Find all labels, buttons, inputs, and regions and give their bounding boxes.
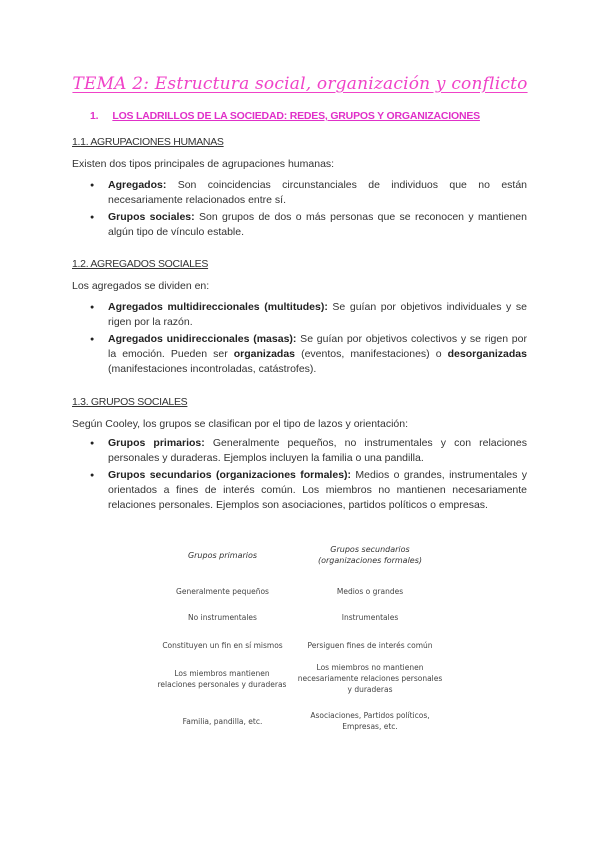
subsection-intro-1-2: Los agregados se dividen en: (72, 280, 210, 292)
document-title: TEMA 2: Estructura social, organización y conflicto (72, 74, 528, 94)
bullet-list-1-3 (90, 436, 527, 515)
bullet-list-1-1 (90, 178, 527, 242)
list-item: ● Grupos sociales: Son grupos de dos o más personas que se reconocen y mantienen algún tipo de vínculo estable. (90, 210, 527, 240)
comparison-left-cell: Familia, pandilla, etc. (182, 717, 263, 726)
subsection-intro-1-1: Existen dos tipos principales de agrupaciones humanas: (72, 158, 335, 170)
comparison-left-cell: Constituyen un fin en sí mismos (162, 641, 283, 650)
section-heading (90, 110, 480, 122)
list-item: ● Agregados unidireccionales (masas): Se guían por objetivos colectivos y se rigen por la emoción. Pueden ser organizadas (eventos, manifestaciones) o desorganizadas (manifestaciones incontroladas, catástrofes). (90, 332, 527, 377)
comparison-left-cell: Los miembros mantienen relaciones personales y duraderas (157, 669, 287, 689)
list-item: ● Grupos primarios: Generalmente pequeños, no instrumentales y con relaciones personales y duraderas. Ejemplos incluyen la familia o una pandilla. (90, 436, 527, 466)
subsection-heading-1-3: 1.3. GRUPOS SOCIALES (72, 396, 188, 408)
comparison-table (150, 540, 450, 740)
comparison-right-cell: Instrumentales (341, 613, 399, 622)
subsection-heading-1-2: 1.2. AGREGADOS SOCIALES (72, 258, 209, 270)
comparison-right-header: Grupos secundarios (organizaciones formales) (317, 545, 423, 565)
bullet-list-1-2 (90, 300, 527, 379)
subsection-intro-1-3: Según Cooley, los grupos se clasifican por el tipo de lazos y orientación: (72, 418, 408, 430)
comparison-right-cell: Los miembros no mantienen necesariamente relaciones personales y duraderas (297, 663, 443, 694)
subsection-heading-1-1: 1.1. AGRUPACIONES HUMANAS (72, 136, 224, 148)
comparison-left-cell: Generalmente pequeños (176, 587, 269, 596)
comparison-right-cell: Medios o grandes (336, 587, 404, 596)
list-item: ● Grupos secundarios (organizaciones formales): Medios o grandes, instrumentales y orientados a fines de interés común. Los miembros no mantienen necesariamente relaciones personales. Ejemplos son asociaciones, partidos políticos o empresas. (90, 468, 527, 513)
comparison-left-cell: No instrumentales (188, 613, 257, 622)
comparison-left-header: Grupos primarios (187, 551, 258, 560)
section-number: 1. (90, 110, 99, 122)
list-item: ● Agregados multidireccionales (multitudes): Se guían por objetivos individuales y se rigen por la razón. (90, 300, 527, 330)
list-item: ● Agregados: Son coincidencias circunstanciales de individuos que no están necesariamente relacionados entre sí. (90, 178, 527, 208)
comparison-right-cell: Persiguen fines de interés común (307, 641, 433, 650)
comparison-right-cell: Asociaciones, Partidos políticos, Empresas, etc. (310, 711, 430, 731)
section-title: LOS LADRILLOS DE LA SOCIEDAD: REDES, GRUPOS Y ORGANIZACIONES (112, 110, 480, 122)
